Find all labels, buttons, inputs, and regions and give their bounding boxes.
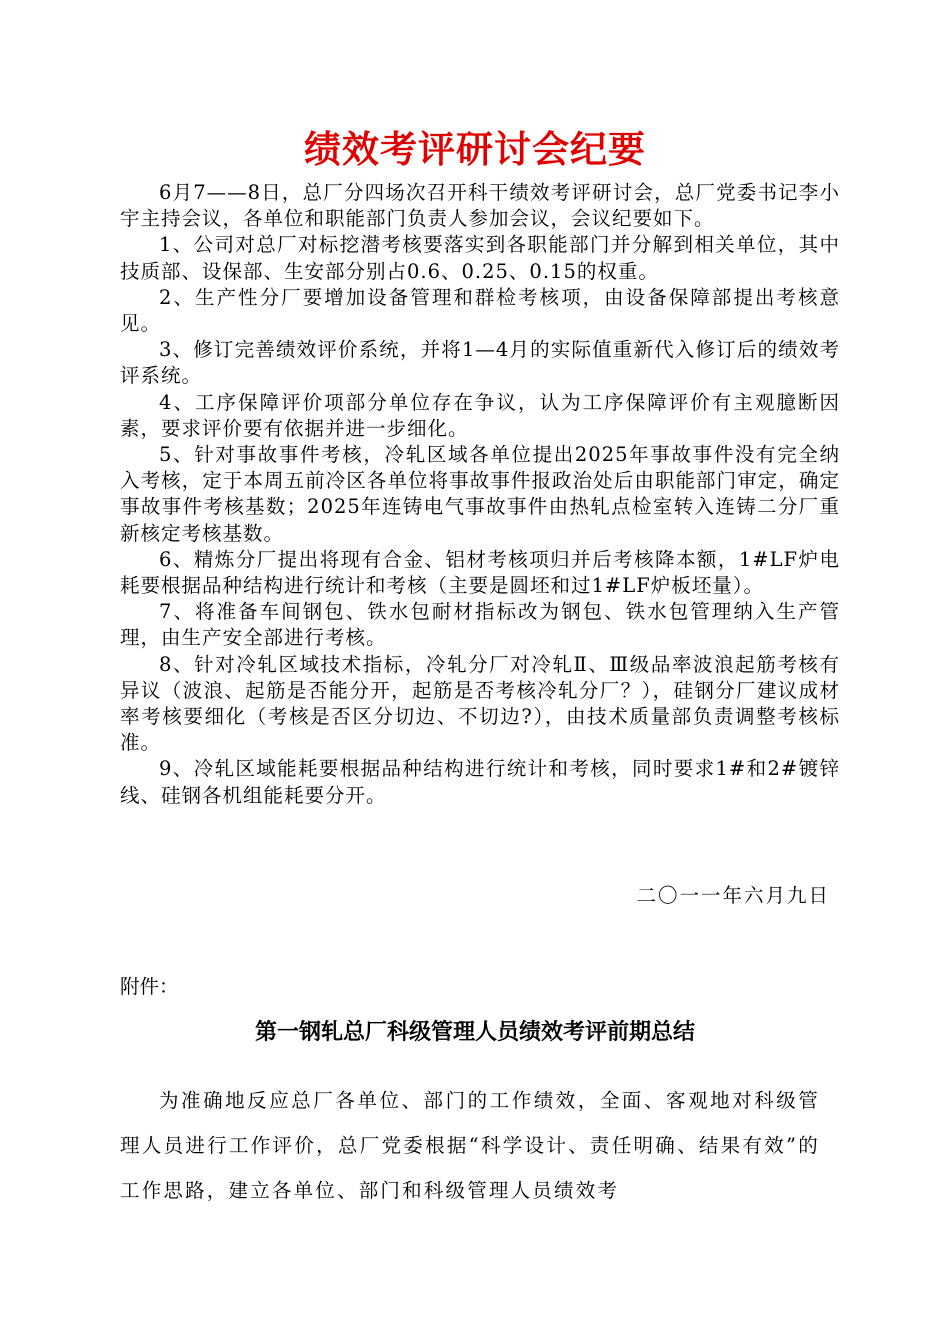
document-title: 绩效考评研讨会纪要 xyxy=(304,128,646,171)
minutes-item-3: 3、修订完善绩效评价系统，并将1—4月的实际值重新代入修订后的绩效考评系统。 xyxy=(120,338,840,388)
attachment-label: 附件： xyxy=(120,975,179,998)
minutes-item-9: 9、冷轧区域能耗要根据品种结构进行统计和考核，同时要求1#和2#镀锌线、硅钢各机组能耗要分开。 xyxy=(120,757,840,807)
minutes-item-1: 1、公司对总厂对标挖潜考核要落实到各职能部门并分解到相关单位，其中技质部、设保部、生安部分别占0.6、0.25、0.15的权重。 xyxy=(120,233,840,283)
minutes-item-4: 4、工序保障评价项部分单位存在争议，认为工序保障评价有主观臆断因素，要求评价要有依据并进一步细化。 xyxy=(120,390,840,440)
document-date: 二〇一一年六月九日 xyxy=(636,884,830,907)
minutes-body xyxy=(120,180,840,809)
minutes-item-8: 8、针对冷轧区域技术指标，冷轧分厂对冷轧Ⅱ、Ⅲ级品率波浪起筋考核有异议（波浪、起筋是否能分开，起筋是否考核冷轧分厂？），硅钢分厂建议成材率考核要细化（考核是否区分切边、不切边?），由技术质量部负责调整考核标准。 xyxy=(120,652,840,755)
minutes-intro-paragraph: 6月7——8日，总厂分四场次召开科干绩效考评研讨会，总厂党委书记李小宇主持会议，各单位和职能部门负责人参加会议，会议纪要如下。 xyxy=(120,181,840,231)
minutes-item-5: 5、针对事故事件考核，冷轧区域各单位提出2025年事故事件没有完全纳入考核，定于本周五前冷区各单位将事故事件报政治处后由职能部门审定，确定事故事件考核基数；2025年连铸电气事故事件由热轧点检室转入连铸二分厂重新核定考核基数。 xyxy=(120,443,840,545)
minutes-item-7: 7、将准备车间钢包、铁水包耐材指标改为钢包、铁水包管理纳入生产管理，由生产安全部进行考核。 xyxy=(120,600,840,650)
attachment-paragraph: 为准确地反应总厂各单位、部门的工作绩效，全面、客观地对科级管理人员进行工作评价，总厂党委根据“科学设计、责任明确、结果有效”的工作思路，建立各单位、部门和科级管理人员绩效考 xyxy=(120,1089,820,1202)
attachment-body xyxy=(120,1078,820,1213)
minutes-item-2: 2、生产性分厂要增加设备管理和群检考核项，由设备保障部提出考核意见。 xyxy=(120,285,840,336)
minutes-item-6: 6、精炼分厂提出将现有合金、铝材考核项归并后考核降本额，1#LF炉电耗要根据品种结构进行统计和考核（主要是圆坯和过1#LF炉板坯量）。 xyxy=(120,547,840,598)
attachment-title: 第一钢轧总厂科级管理人员绩效考评前期总结 xyxy=(254,1020,695,1045)
